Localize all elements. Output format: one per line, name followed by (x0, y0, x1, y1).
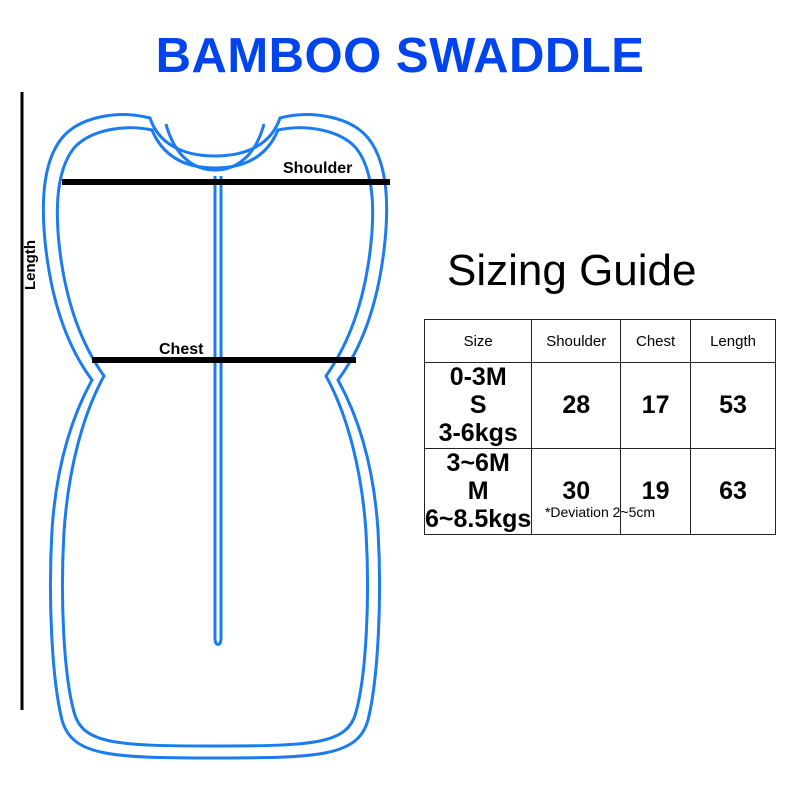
shoulder-label: Shoulder (283, 160, 353, 177)
size-letter-s: S (469, 390, 487, 419)
swaddle-diagram (0, 80, 430, 780)
length-label: Length (22, 240, 39, 290)
size-cell-m (425, 449, 532, 535)
chest-value-s: 17 (621, 363, 691, 449)
chest-label: Chest (159, 341, 204, 358)
size-weight-s: 3-6kgs (438, 419, 518, 448)
table-row (425, 363, 776, 449)
length-value-s: 53 (691, 363, 776, 449)
column-header-chest: Chest (621, 320, 691, 363)
sizing-guide-heading: Sizing Guide (447, 246, 697, 295)
shoulder-value-m: 30 (532, 449, 621, 535)
size-weight-m: 6~8.5kgs (425, 505, 532, 534)
page-title: BAMBOO SWADDLE (155, 29, 645, 83)
column-header-size: Size (425, 320, 532, 363)
shoulder-value-s: 28 (532, 363, 621, 449)
table-row (425, 449, 776, 535)
size-letter-m: M (467, 476, 489, 505)
size-cell-s (425, 363, 532, 449)
table-header-row (425, 320, 776, 363)
length-value-m: 63 (691, 449, 776, 535)
size-age-s: 0-3M (449, 363, 507, 391)
deviation-note: *Deviation 2~5cm (544, 504, 656, 520)
column-header-length: Length (691, 320, 776, 363)
sizing-table (424, 319, 776, 535)
size-age-m: 3~6M (446, 449, 510, 477)
column-header-shoulder: Shoulder (532, 320, 621, 363)
chest-value-m: 19 (621, 449, 691, 535)
swaddle-outline-icon (43, 115, 386, 758)
